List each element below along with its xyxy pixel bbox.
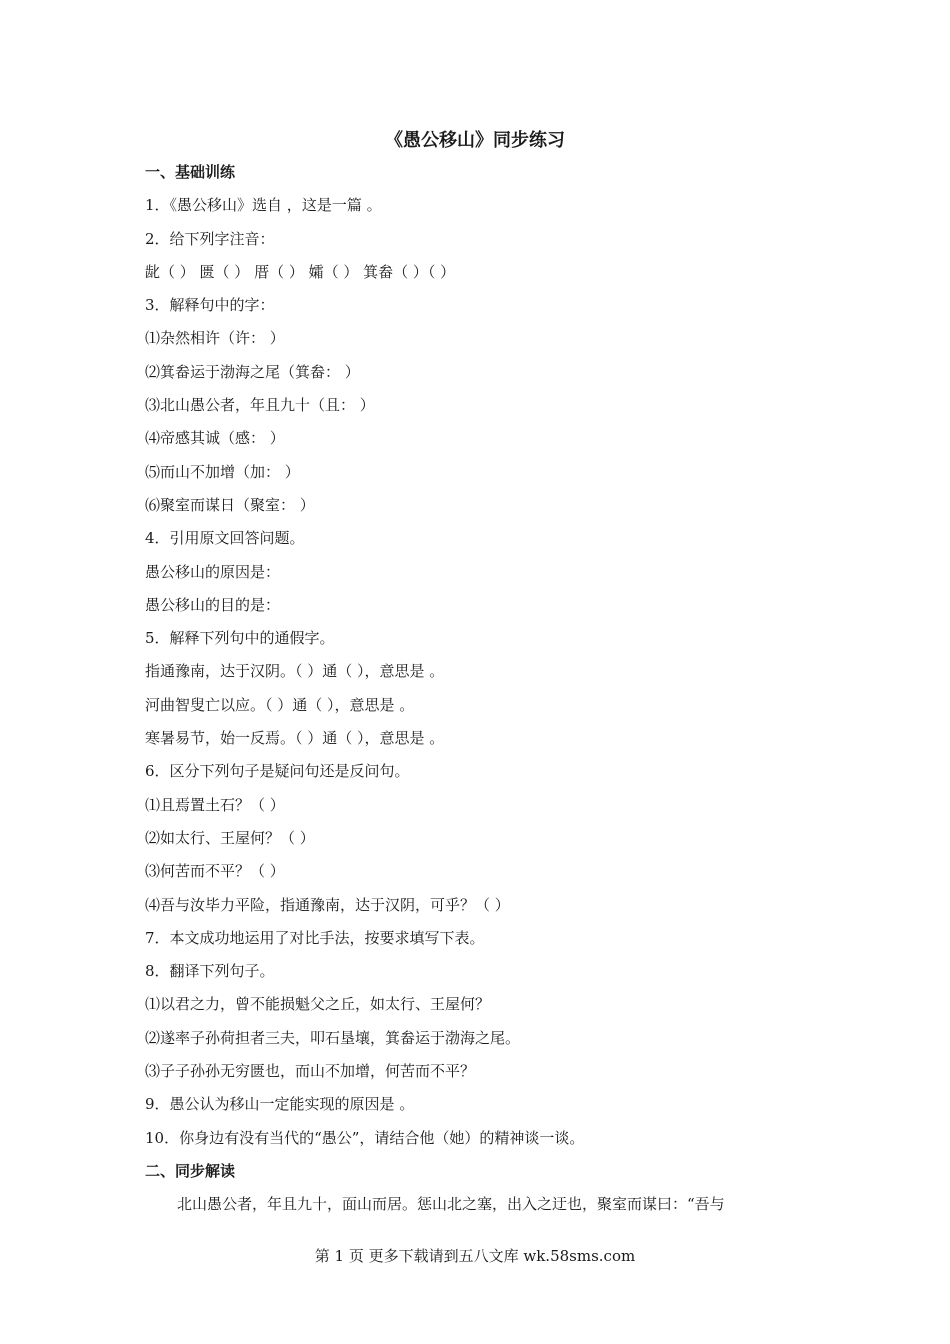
page-footer: 第 1 页 更多下载请到五八文库 wk.58sms.com (314, 1247, 636, 1265)
question-4-item: 愚公移山的原因是： (145, 562, 281, 581)
section-heading-sync-reading: 二、同步解读 (145, 1161, 236, 1180)
question-2-characters: 龀（ ） 匮（ ） 厝（ ） 孀（ ） 箕畚（ ）（ ） (145, 262, 456, 281)
reading-passage: 北山愚公者，年且九十，面山而居。惩山北之塞，出入之迂也，聚室而谋曰：“吾与 (177, 1195, 725, 1214)
question-2: 2．给下列字注音： (145, 229, 275, 248)
question-8-item: ⑶子子孙孙无穷匮也，而山不加增，何苦而不平？ (145, 1062, 476, 1081)
document-body (145, 160, 815, 1226)
question-4-item: 愚公移山的目的是： (145, 595, 281, 614)
question-5: 5．解释下列句中的通假字。 (145, 629, 335, 648)
page-title: 《愚公移山》同步练习 (385, 130, 565, 151)
question-5-item: 河曲智叟亡以应。（ ）通（ ），意思是 。 (145, 695, 415, 714)
question-6-item: ⑶何苦而不平？（ ） (145, 862, 285, 881)
question-6-item: ⑵如太行、王屋何？（ ） (145, 828, 315, 847)
question-3-item: ⑸而山不加增（加： ） (145, 462, 300, 481)
question-6-item: ⑷吾与汝毕力平险，指通豫南，达于汉阴，可乎？（ ） (145, 895, 510, 914)
question-4: 4．引用原文回答问题。 (145, 529, 305, 548)
question-3-item: ⑷帝感其诚（感： ） (145, 429, 285, 448)
question-3: 3．解释句中的字： (145, 296, 275, 315)
question-8: 8．翻译下列句子。 (145, 962, 275, 981)
question-9: 9．愚公认为移山一定能实现的原因是 。 (145, 1095, 415, 1114)
question-8-item: ⑴以君之力，曾不能损魁父之丘，如太行、王屋何？ (145, 995, 491, 1014)
question-8-item: ⑵遂率子孙荷担者三夫，叩石垦壤，箕畚运于渤海之尾。 (145, 1028, 521, 1047)
question-3-item: ⑹聚室而谋日（聚室： ） (145, 495, 315, 514)
question-5-item: 寒暑易节，始一反焉。（ ）通（ ），意思是 。 (145, 729, 445, 748)
question-6-item: ⑴且焉置土石？（ ） (145, 795, 285, 814)
question-6: 6．区分下列句子是疑问句还是反问句。 (145, 762, 410, 781)
question-10: 10．你身边有没有当代的“愚公”，请结合他（她）的精神谈一谈。 (145, 1128, 585, 1147)
question-3-item: ⑴杂然相许（许： ） (145, 329, 285, 348)
question-3-item: ⑶北山愚公者，年且九十（且： ） (145, 396, 375, 415)
section-heading-basic-training: 一、基础训练 (145, 163, 236, 181)
question-7: 7．本文成功地运用了对比手法，按要求填写下表。 (145, 928, 485, 947)
question-1: 1．《愚公移山》选自 ，这是一篇 。 (145, 196, 382, 215)
question-3-item: ⑵箕畚运于渤海之尾（箕畚： ） (145, 362, 360, 381)
question-5-item: 指通豫南，达于汉阴。（ ）通（ ），意思是 。 (145, 662, 445, 681)
